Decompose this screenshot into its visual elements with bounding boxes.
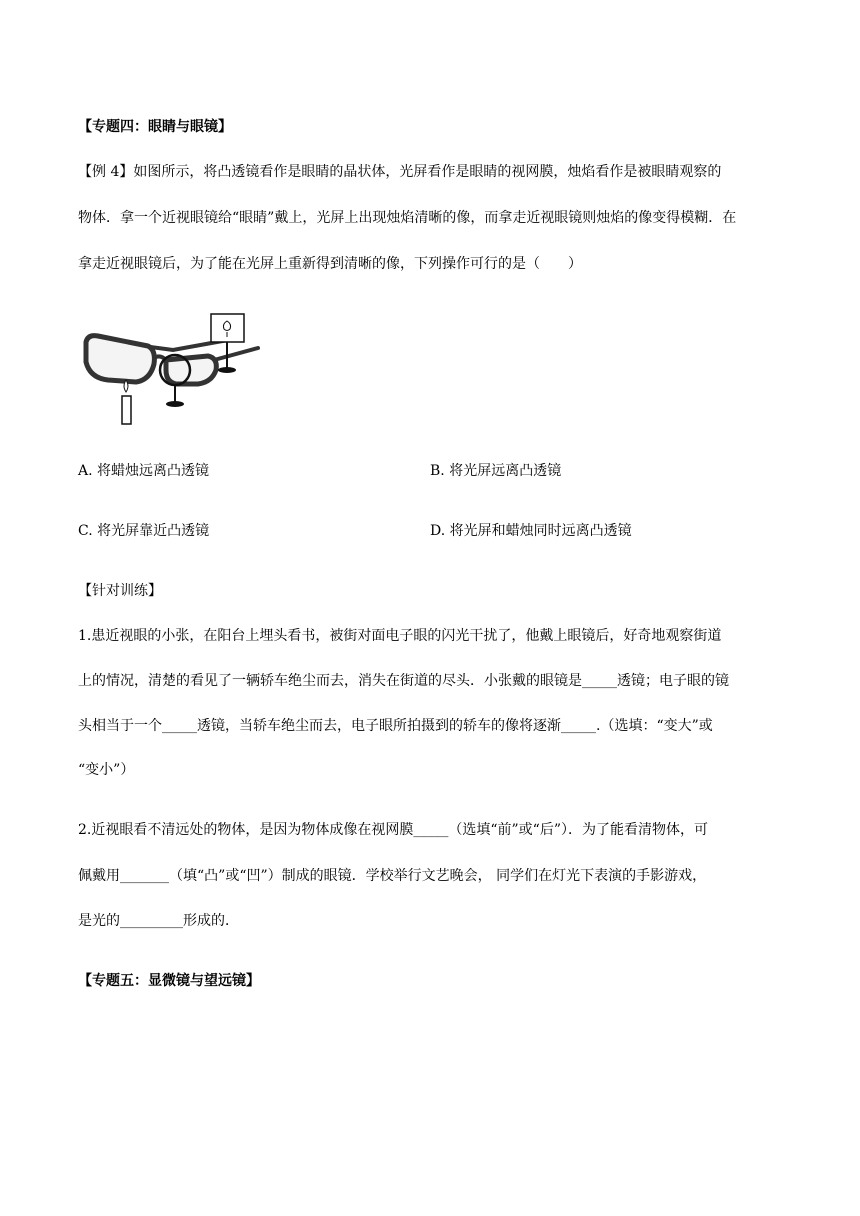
option-b: B. 将光屏远离凸透镜 <box>430 463 562 479</box>
section4-heading: 【专题四：眼睛与眼镜】 <box>78 119 232 135</box>
example4-line3: 拿走近视眼镜后，为了能在光屏上重新得到清晰的像，下列操作可行的是（ ） <box>78 256 582 272</box>
q1-line2: 上的情况，清楚的看见了一辆轿车绝尘而去，消失在街道的尽头．小张戴的眼镜是_____透镜；电子眼的镜 <box>78 673 729 689</box>
training-heading: 【针对训练】 <box>78 583 162 599</box>
q1-line1: 1.患近视眼的小张，在阳台上埋头看书，被街对面电子眼的闪光干扰了，他戴上眼镜后，好奇地观察街道 <box>78 628 722 644</box>
q2-line1: 2.近视眼看不清远处的物体，是因为物体成像在视网膜_____（选填“前”或“后”）．为了能看清物体，可 <box>78 822 708 838</box>
q1-line3: 头相当于一个_____透镜，当轿车绝尘而去，电子眼所拍摄到的轿车的像将逐渐_____.（选填：“变大”或 <box>78 718 713 734</box>
glasses-candle-screen-figure <box>78 310 268 430</box>
q1-line4: “变小”） <box>78 762 135 778</box>
q2-line2: 佩戴用_______（填“凸”或“凹”）制成的眼镜．学校举行文艺晚会， 同学们在灯光下表演的手影游戏， <box>78 868 707 884</box>
example4-line1: 【例 4】如图所示，将凸透镜看作是眼睛的晶状体，光屏看作是眼睛的视网膜，烛焰看作是被眼睛观察的 <box>78 164 722 180</box>
option-d: D. 将光屏和蜡烛同时远离凸透镜 <box>430 523 632 539</box>
option-a: A. 将蜡烛远离凸透镜 <box>78 463 210 479</box>
example4-line2: 物体．拿一个近视眼镜给“眼睛”戴上，光屏上出现烛焰清晰的像，而拿走近视眼镜则烛焰的像变得模糊．在 <box>78 210 737 226</box>
section5-heading: 【专题五：显微镜与望远镜】 <box>78 973 260 989</box>
option-c: C. 将光屏靠近凸透镜 <box>78 523 210 539</box>
q2-line3: 是光的_________形成的． <box>78 913 239 929</box>
